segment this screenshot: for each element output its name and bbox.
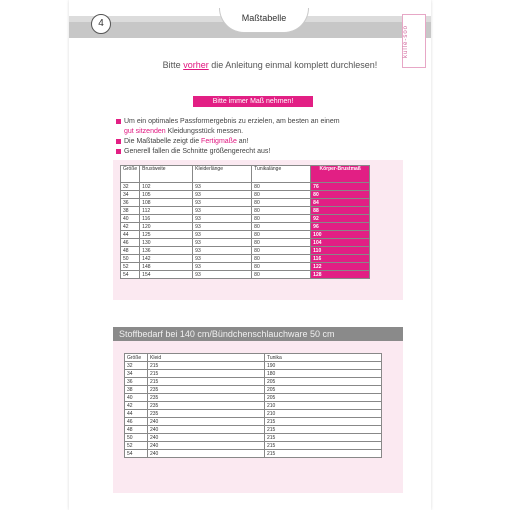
table-cell: 235 bbox=[148, 386, 265, 394]
table-cell: 34 bbox=[125, 370, 148, 378]
col-header-kleid: Kleid bbox=[148, 354, 265, 362]
table-cell: 80 bbox=[252, 263, 311, 271]
table-cell: 38 bbox=[125, 386, 148, 394]
table-cell: 46 bbox=[125, 418, 148, 426]
table-cell: 116 bbox=[311, 255, 370, 263]
table-cell: 80 bbox=[311, 191, 370, 199]
table-cell: 122 bbox=[311, 263, 370, 271]
table-cell: 80 bbox=[252, 183, 311, 191]
table-cell: 80 bbox=[252, 199, 311, 207]
fabric-table-row bbox=[125, 394, 382, 402]
table-cell: 93 bbox=[193, 183, 252, 191]
col-header-kleiderlaenge: Kleiderlänge bbox=[193, 166, 252, 183]
measure-banner: Bitte immer Maß nehmen! bbox=[193, 96, 313, 107]
col-header-koerper-brustmass: Körper-Brustmaß bbox=[311, 166, 370, 183]
size-table-row bbox=[121, 199, 370, 207]
table-cell: 142 bbox=[140, 255, 193, 263]
fabric-table-row bbox=[125, 442, 382, 450]
table-cell: 210 bbox=[265, 402, 382, 410]
table-cell: 93 bbox=[193, 255, 252, 263]
table-cell: 42 bbox=[121, 223, 140, 231]
bullet-icon bbox=[116, 119, 121, 124]
table-cell: 54 bbox=[125, 450, 148, 458]
table-cell: 100 bbox=[311, 231, 370, 239]
table-cell: 125 bbox=[140, 231, 193, 239]
fabric-table-row bbox=[125, 450, 382, 458]
table-cell: 32 bbox=[121, 183, 140, 191]
table-cell: 80 bbox=[252, 271, 311, 279]
table-cell: 215 bbox=[148, 362, 265, 370]
table-cell: 80 bbox=[252, 223, 311, 231]
table-cell: 80 bbox=[252, 191, 311, 199]
table-cell: 116 bbox=[140, 215, 193, 223]
table-cell: 205 bbox=[265, 378, 382, 386]
table-cell: 215 bbox=[265, 450, 382, 458]
intro-link: vorher bbox=[183, 60, 209, 70]
col-header-brustweite: Brustweite bbox=[140, 166, 193, 183]
size-table-row bbox=[121, 263, 370, 271]
table-cell: 92 bbox=[311, 215, 370, 223]
table-cell: 148 bbox=[140, 263, 193, 271]
table-cell: 240 bbox=[148, 442, 265, 450]
size-table-row bbox=[121, 271, 370, 279]
table-cell: 93 bbox=[193, 207, 252, 215]
table-cell: 54 bbox=[121, 271, 140, 279]
fabric-table-header bbox=[125, 354, 382, 362]
table-cell: 108 bbox=[140, 199, 193, 207]
fabric-requirement-heading: Stoffbedarf bei 140 cm/Bündchenschlauchware 50 cm bbox=[113, 327, 403, 341]
notes-list bbox=[116, 117, 340, 157]
table-cell: 112 bbox=[140, 207, 193, 215]
table-cell: 110 bbox=[311, 247, 370, 255]
table-cell: 93 bbox=[193, 271, 252, 279]
bullet-icon bbox=[116, 149, 121, 154]
note1-c: Kleidungsstück messen. bbox=[165, 128, 244, 135]
table-cell: 80 bbox=[252, 255, 311, 263]
table-cell: 52 bbox=[121, 263, 140, 271]
table-cell: 240 bbox=[148, 426, 265, 434]
table-cell: 34 bbox=[121, 191, 140, 199]
table-cell: 120 bbox=[140, 223, 193, 231]
table-cell: 215 bbox=[148, 370, 265, 378]
table-cell: 215 bbox=[265, 434, 382, 442]
intro-after: die Anleitung einmal komplett durchlesen! bbox=[208, 60, 378, 70]
table-cell: 50 bbox=[125, 434, 148, 442]
note2-c: an! bbox=[236, 138, 249, 145]
table-cell: 80 bbox=[252, 207, 311, 215]
fabric-table-row bbox=[125, 410, 382, 418]
table-cell: 38 bbox=[121, 207, 140, 215]
table-cell: 105 bbox=[140, 191, 193, 199]
table-cell: 44 bbox=[125, 410, 148, 418]
fabric-table-row bbox=[125, 426, 382, 434]
intro-before: Bitte bbox=[162, 60, 184, 70]
intro-text bbox=[120, 60, 420, 70]
note-item bbox=[116, 147, 340, 157]
table-cell: 44 bbox=[121, 231, 140, 239]
table-cell: 215 bbox=[265, 426, 382, 434]
table-cell: 80 bbox=[252, 239, 311, 247]
note1-a: Um ein optimales Passformergebnis zu erzielen, am besten an einem bbox=[124, 118, 340, 125]
table-cell: 93 bbox=[193, 247, 252, 255]
size-table-row bbox=[121, 207, 370, 215]
table-cell: 128 bbox=[311, 271, 370, 279]
table-cell: 215 bbox=[148, 378, 265, 386]
fabric-table-row bbox=[125, 386, 382, 394]
fabric-table-row bbox=[125, 378, 382, 386]
size-table-row bbox=[121, 231, 370, 239]
table-cell: 215 bbox=[265, 442, 382, 450]
table-cell: 50 bbox=[121, 255, 140, 263]
table-cell: 205 bbox=[265, 394, 382, 402]
table-cell: 180 bbox=[265, 370, 382, 378]
note1-b: gut sitzenden bbox=[124, 128, 166, 135]
table-cell: 93 bbox=[193, 223, 252, 231]
table-cell: 76 bbox=[311, 183, 370, 191]
note2-a: Die Maßtabelle zeigt die bbox=[124, 138, 202, 145]
note-item bbox=[116, 117, 340, 137]
table-cell: 80 bbox=[252, 231, 311, 239]
table-cell: 48 bbox=[125, 426, 148, 434]
table-cell: 80 bbox=[252, 215, 311, 223]
table-cell: 190 bbox=[265, 362, 382, 370]
fabric-table-row bbox=[125, 418, 382, 426]
table-cell: 205 bbox=[265, 386, 382, 394]
page-number: 4 bbox=[91, 14, 111, 34]
table-cell: 235 bbox=[148, 394, 265, 402]
table-cell: 40 bbox=[121, 215, 140, 223]
table-cell: 46 bbox=[121, 239, 140, 247]
table-cell: 36 bbox=[125, 378, 148, 386]
table-cell: 93 bbox=[193, 231, 252, 239]
table-cell: 240 bbox=[148, 450, 265, 458]
table-cell: 240 bbox=[148, 418, 265, 426]
note3: Generell fallen die Schnitte größengerecht aus! bbox=[124, 148, 271, 155]
table-cell: 32 bbox=[125, 362, 148, 370]
size-table-row bbox=[121, 183, 370, 191]
table-cell: 104 bbox=[311, 239, 370, 247]
table-cell: 93 bbox=[193, 263, 252, 271]
fabric-table bbox=[124, 353, 382, 458]
table-cell: 240 bbox=[148, 434, 265, 442]
table-cell: 40 bbox=[125, 394, 148, 402]
size-table-row bbox=[121, 215, 370, 223]
table-cell: 93 bbox=[193, 199, 252, 207]
note-item bbox=[116, 137, 340, 147]
table-cell: 235 bbox=[148, 402, 265, 410]
fabric-table-row bbox=[125, 370, 382, 378]
brand-logo: kulle-soo bbox=[402, 14, 426, 68]
size-table-row bbox=[121, 191, 370, 199]
fabric-table-row bbox=[125, 434, 382, 442]
table-cell: 48 bbox=[121, 247, 140, 255]
size-table-row bbox=[121, 223, 370, 231]
fabric-table-row bbox=[125, 402, 382, 410]
table-cell: 88 bbox=[311, 207, 370, 215]
table-cell: 235 bbox=[148, 410, 265, 418]
note2-b: Fertigmaße bbox=[201, 138, 237, 145]
table-cell: 130 bbox=[140, 239, 193, 247]
fabric-table-row bbox=[125, 362, 382, 370]
bullet-icon bbox=[116, 139, 121, 144]
table-cell: 102 bbox=[140, 183, 193, 191]
table-cell: 215 bbox=[265, 418, 382, 426]
table-cell: 136 bbox=[140, 247, 193, 255]
col-header-groesse: Größe bbox=[121, 166, 140, 183]
col-header-tunikalaenge: Tunikalänge bbox=[252, 166, 311, 183]
size-table-row bbox=[121, 247, 370, 255]
table-cell: 52 bbox=[125, 442, 148, 450]
table-cell: 93 bbox=[193, 239, 252, 247]
section-tab-title: Maßtabelle bbox=[219, 8, 309, 33]
size-table-header bbox=[121, 166, 370, 183]
col-header-tunika: Tunika bbox=[265, 354, 382, 362]
table-cell: 210 bbox=[265, 410, 382, 418]
table-cell: 80 bbox=[252, 247, 311, 255]
table-cell: 42 bbox=[125, 402, 148, 410]
size-table bbox=[120, 165, 370, 279]
size-table-row bbox=[121, 255, 370, 263]
table-cell: 96 bbox=[311, 223, 370, 231]
table-cell: 93 bbox=[193, 191, 252, 199]
size-table-row bbox=[121, 239, 370, 247]
table-cell: 93 bbox=[193, 215, 252, 223]
table-cell: 36 bbox=[121, 199, 140, 207]
table-cell: 84 bbox=[311, 199, 370, 207]
col-header-groesse: Größe bbox=[125, 354, 148, 362]
table-cell: 154 bbox=[140, 271, 193, 279]
